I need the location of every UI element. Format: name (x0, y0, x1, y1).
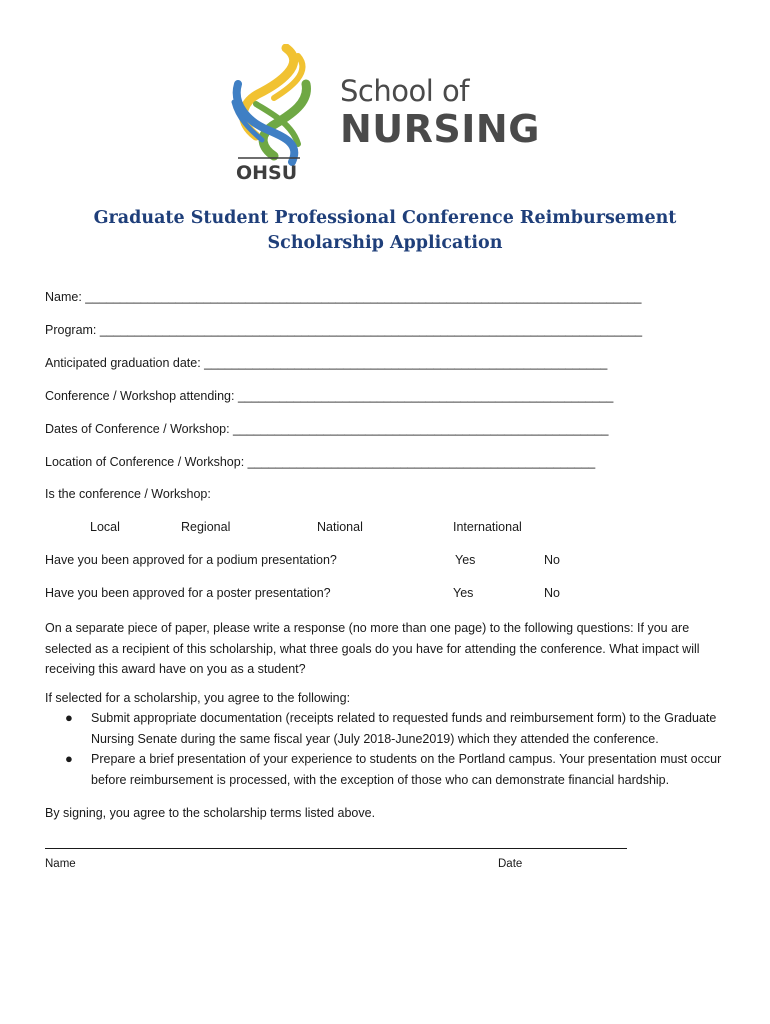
name-field[interactable]: Name: ________________________________________________________________________________ (45, 290, 642, 304)
agreement-item (45, 708, 735, 749)
option-local[interactable]: Local (90, 520, 120, 534)
agreement-item-text: Submit appropriate documentation (receipts related to requested funds and reimbursement form) to the Graduate Nursing Senate during the same fiscal year (July 2018-June2019) which they attended the conference. (91, 711, 717, 746)
dates-field[interactable]: Dates of Conference / Workshop: ______________________________________________________ (45, 422, 609, 436)
school-logo (228, 44, 548, 189)
poster-yes[interactable]: Yes (453, 586, 474, 600)
helix-icon (228, 44, 338, 169)
bullet-icon: ● (65, 751, 73, 766)
option-regional[interactable]: Regional (181, 520, 231, 534)
conference-type-question: Is the conference / Workshop: (45, 487, 211, 501)
agreement-item-text: Prepare a brief presentation of your experience to students on the Portland campus. Your presentation must occur before reimbursement is processed, with the exception of those who can demonstrate financial hardship. (91, 752, 722, 787)
podium-yes[interactable]: Yes (455, 553, 476, 567)
form-title-line1: Graduate Student Professional Conference Reimbursement (93, 208, 677, 228)
signing-statement: By signing, you agree to the scholarship terms listed above. (45, 806, 376, 820)
agreement-item (45, 749, 735, 790)
option-national[interactable]: National (317, 520, 363, 534)
agreement-intro: If selected for a scholarship, you agree to the following: (45, 691, 351, 705)
option-international[interactable]: International (453, 520, 522, 534)
graduation-date-field[interactable]: Anticipated graduation date: __________________________________________________________ (45, 356, 608, 370)
agreement-list (45, 708, 735, 790)
form-title-line2: Scholarship Application (267, 233, 503, 253)
poster-no[interactable]: No (544, 586, 560, 600)
location-field[interactable]: Location of Conference / Workshop: __________________________________________________ (45, 455, 596, 469)
logo-nursing: NURSING (340, 107, 540, 151)
bullet-icon: ● (65, 710, 73, 725)
signature-name-label: Name (45, 858, 76, 870)
podium-no[interactable]: No (544, 553, 560, 567)
podium-question: Have you been approved for a podium presentation? (45, 553, 337, 567)
poster-question: Have you been approved for a poster presentation? (45, 586, 331, 600)
logo-ohsu: OHSU (236, 162, 298, 184)
conference-field[interactable]: Conference / Workshop attending: ______________________________________________________ (45, 389, 614, 403)
logo-school-of: School of (340, 74, 469, 108)
instructions-paragraph: On a separate piece of paper, please write a response (no more than one page) to the following questions: If you are selected as a recipient of this scholarship, what three goals do you have for attending the conference. What impact will receiving this award have on you as a student? (45, 621, 700, 676)
signature-line[interactable] (45, 848, 627, 849)
signature-date-label: Date (498, 858, 523, 870)
program-field[interactable]: Program: ______________________________________________________________________________ (45, 323, 643, 337)
